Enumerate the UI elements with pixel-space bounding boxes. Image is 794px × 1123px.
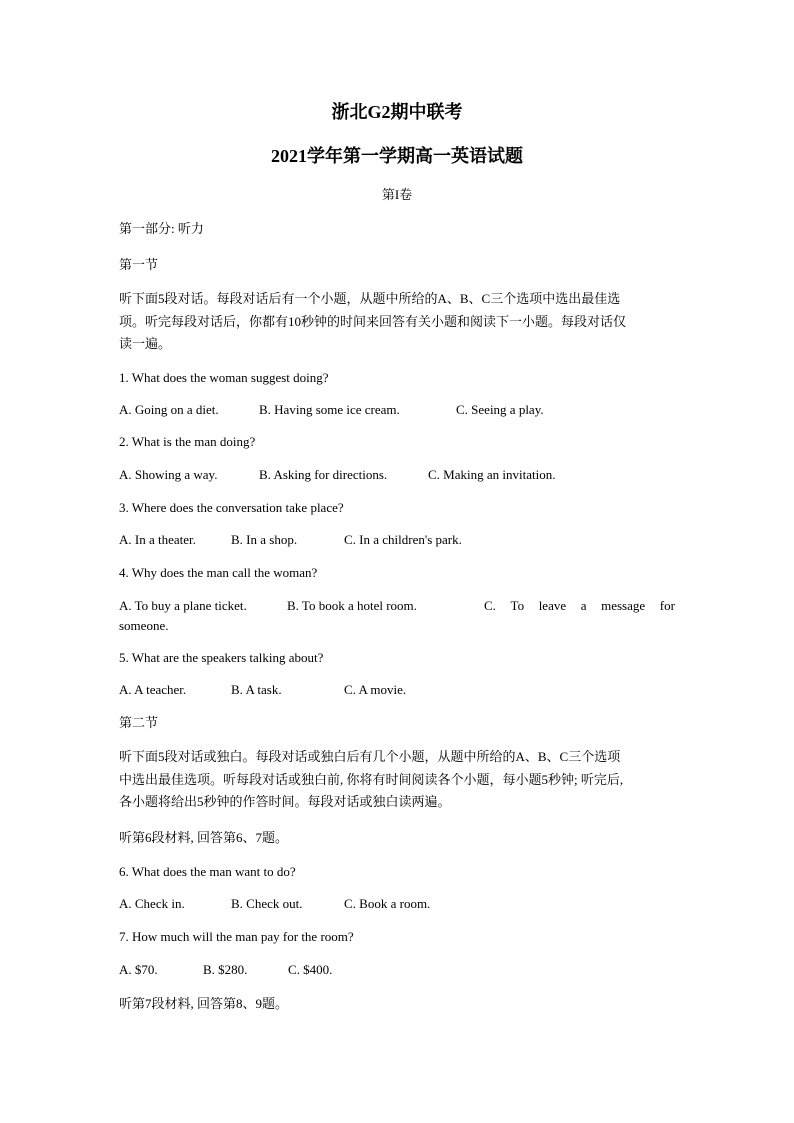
question-4: 4. Why does the man call the woman? xyxy=(119,565,318,580)
q3-option-a: A. In a theater. xyxy=(119,532,196,547)
material-7-heading: 听第7段材料, 回答第8、9题。 xyxy=(119,996,289,1011)
q5-option-c: C. A movie. xyxy=(344,682,407,697)
instruction-line: 项。听完每段对话后，你都有10秒钟的时间来回答有关小题和阅读下一小题。每段对话仅 xyxy=(119,313,627,329)
instruction-line: 各小题将给出5秒钟的作答时间。每段对话或独白读两遍。 xyxy=(119,794,451,809)
q1-option-a: A. Going on a diet. xyxy=(119,402,219,417)
q1-option-b: B. Having some ice cream. xyxy=(259,402,400,417)
q4-option-c-word: message xyxy=(601,598,646,613)
q4-option-c-word: C. xyxy=(484,598,496,613)
q7-option-c: C. $400. xyxy=(288,962,333,977)
question-5: 5. What are the speakers talking about? xyxy=(119,650,324,665)
q3-option-b: B. In a shop. xyxy=(231,532,298,547)
q6-option-c: C. Book a room. xyxy=(344,896,431,911)
q2-option-a: A. Showing a way. xyxy=(119,467,218,482)
q7-option-a: A. $70. xyxy=(119,962,158,977)
question-7: 7. How much will the man pay for the room? xyxy=(119,929,354,944)
q2-option-c: C. Making an invitation. xyxy=(428,467,556,482)
question-3: 3. Where does the conversation take place? xyxy=(119,500,344,515)
q4-option-c-continued: someone. xyxy=(119,618,169,633)
q4-option-a: A. To buy a plane ticket. xyxy=(119,598,247,613)
question-2: 2. What is the man doing? xyxy=(119,434,256,449)
q5-option-b: B. A task. xyxy=(231,682,282,697)
instruction-line: 听下面5段对话或独白。每段对话或独白后有几个小题，从题中所给的A、B、C三个选项 xyxy=(119,749,621,764)
q2-option-b: B. Asking for directions. xyxy=(259,467,388,482)
q4-option-c-word: a xyxy=(580,598,587,613)
instruction-line: 中选出最佳选项。听每段对话或独白前, 你将有时间阅读各个小题，每小题5秒钟; 听完后, xyxy=(119,771,624,787)
question-6: 6. What does the man want to do? xyxy=(119,864,296,879)
q5-option-a: A. A teacher. xyxy=(119,682,187,697)
q3-option-c: C. In a children's park. xyxy=(344,532,462,547)
q1-option-c: C. Seeing a play. xyxy=(456,402,544,417)
q4-option-c xyxy=(484,598,675,614)
section2-heading: 第二节 xyxy=(119,715,159,730)
exam-title-line2: 2021学年第一学期高一英语试题 xyxy=(271,146,523,166)
section1-heading: 第一节 xyxy=(119,257,159,272)
part1-heading: 第一部分: 听力 xyxy=(119,221,204,236)
instruction-line: 听下面5段对话。每段对话后有一个小题，从题中所给的A、B、C三个选项中选出最佳选 xyxy=(119,291,621,306)
volume-label: 第I卷 xyxy=(381,187,413,202)
q4-option-c-word: leave xyxy=(538,598,567,613)
instruction-line: 读一遍。 xyxy=(119,336,172,351)
exam-title-line1: 浙北G2期中联考 xyxy=(331,102,463,122)
q6-option-a: A. Check in. xyxy=(119,896,185,911)
q4-option-b: B. To book a hotel room. xyxy=(287,598,417,613)
section1-instructions xyxy=(119,288,674,356)
q4-option-c-word: for xyxy=(659,598,675,613)
q6-option-b: B. Check out. xyxy=(231,896,303,911)
question-1: 1. What does the woman suggest doing? xyxy=(119,370,329,385)
q7-option-b: B. $280. xyxy=(203,962,248,977)
q4-option-c-word: To xyxy=(510,598,525,613)
section2-instructions xyxy=(119,746,674,814)
material-6-heading: 听第6段材料, 回答第6、7题。 xyxy=(119,830,289,845)
